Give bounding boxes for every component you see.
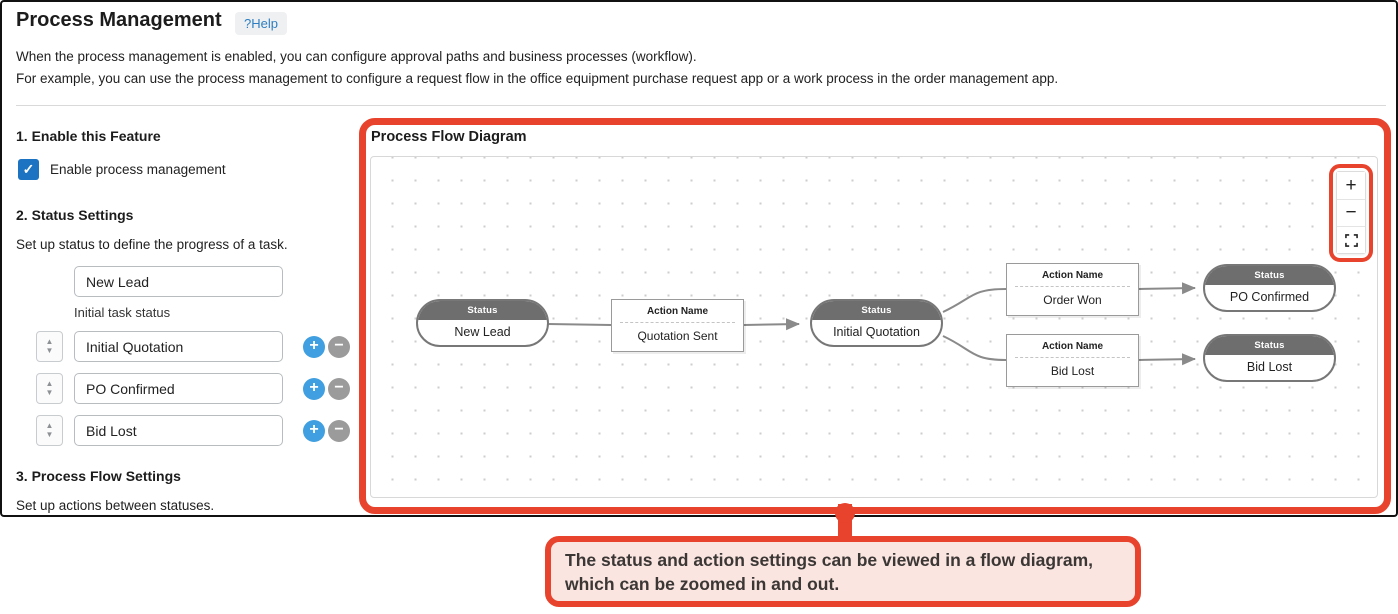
action-node-quotation-sent[interactable] bbox=[611, 299, 744, 352]
action-node-label: Bid Lost bbox=[1050, 364, 1095, 378]
status-node-label: New Lead bbox=[454, 325, 511, 339]
action-node-bid-lost[interactable] bbox=[1006, 334, 1139, 387]
up-arrow-icon: ▲ bbox=[45, 337, 54, 346]
fit-to-screen-icon bbox=[1345, 234, 1358, 247]
add-status-button[interactable]: + bbox=[303, 378, 325, 400]
up-arrow-icon: ▲ bbox=[45, 421, 54, 430]
process-flow-settings-heading: 3. Process Flow Settings bbox=[16, 468, 181, 484]
initial-task-status-note: Initial task status bbox=[74, 305, 171, 320]
help-link[interactable]: ?Help bbox=[235, 12, 287, 35]
status-settings-heading: 2. Status Settings bbox=[16, 207, 134, 223]
remove-status-button[interactable]: − bbox=[328, 378, 350, 400]
zoom-out-button[interactable]: − bbox=[1337, 199, 1365, 226]
add-status-button[interactable]: + bbox=[303, 336, 325, 358]
enable-feature-heading: 1. Enable this Feature bbox=[16, 128, 161, 144]
status-node-label: Bid Lost bbox=[1246, 360, 1293, 374]
status-node-header: Status bbox=[1205, 266, 1334, 285]
status-settings-subheading: Set up status to define the progress of a task. bbox=[16, 237, 288, 252]
annotation-connector-dot bbox=[835, 503, 855, 523]
page-title: Process Management bbox=[16, 9, 222, 31]
fit-to-screen-button[interactable] bbox=[1337, 226, 1365, 253]
zoom-in-button[interactable]: + bbox=[1337, 172, 1365, 199]
down-arrow-icon: ▼ bbox=[45, 388, 54, 397]
status-node-initial-quotation[interactable] bbox=[810, 299, 943, 347]
add-status-button[interactable]: + bbox=[303, 420, 325, 442]
status-node-new-lead[interactable] bbox=[416, 299, 549, 347]
status-node-header: Status bbox=[812, 301, 941, 320]
flow-diagram-title: Process Flow Diagram bbox=[371, 129, 527, 145]
enable-process-checkbox[interactable]: ✓ bbox=[18, 159, 39, 180]
status-input-bid-lost[interactable] bbox=[74, 415, 283, 446]
status-node-header: Status bbox=[1205, 336, 1334, 355]
status-input-po-confirmed[interactable] bbox=[74, 373, 283, 404]
description-line-1: When the process management is enabled, you can configure approval paths and business processes (workflow). bbox=[16, 49, 697, 64]
zoom-controls bbox=[1336, 171, 1366, 254]
description-line-2: For example, you can use the process management to configure a request flow in the office equipment purchase request app or a work process in the order management app. bbox=[16, 71, 1059, 86]
status-node-label: PO Confirmed bbox=[1229, 290, 1310, 304]
action-node-order-won[interactable] bbox=[1006, 263, 1139, 316]
flow-diagram-canvas[interactable] bbox=[370, 156, 1378, 498]
remove-status-button[interactable]: − bbox=[328, 336, 350, 358]
status-input-initial-quotation[interactable] bbox=[74, 331, 283, 362]
reorder-stepper[interactable] bbox=[36, 331, 63, 362]
process-flow-settings-subheading: Set up actions between statuses. bbox=[16, 498, 215, 513]
reorder-stepper[interactable] bbox=[36, 373, 63, 404]
status-node-po-confirmed[interactable] bbox=[1203, 264, 1336, 312]
up-arrow-icon: ▲ bbox=[45, 379, 54, 388]
callout-line-2: which can be zoomed in and out. bbox=[565, 573, 840, 594]
zoom-controls-highlight bbox=[1329, 164, 1373, 262]
action-node-label: Quotation Sent bbox=[637, 329, 718, 343]
callout-line-1: The status and action settings can be viewed in a flow diagram, bbox=[565, 550, 1094, 570]
process-flow-diagram-panel bbox=[359, 118, 1391, 514]
reorder-stepper[interactable] bbox=[36, 415, 63, 446]
enable-process-label: Enable process management bbox=[50, 162, 226, 177]
status-input-new-lead[interactable] bbox=[74, 266, 283, 297]
action-node-header: Action Name bbox=[1041, 341, 1104, 352]
annotation-callout bbox=[545, 536, 1141, 607]
action-node-header: Action Name bbox=[1041, 270, 1104, 281]
status-node-header: Status bbox=[418, 301, 547, 320]
header-divider bbox=[16, 105, 1386, 106]
down-arrow-icon: ▼ bbox=[45, 346, 54, 355]
down-arrow-icon: ▼ bbox=[45, 430, 54, 439]
remove-status-button[interactable]: − bbox=[328, 420, 350, 442]
action-node-header: Action Name bbox=[646, 306, 709, 317]
status-node-bid-lost[interactable] bbox=[1203, 334, 1336, 382]
status-node-label: Initial Quotation bbox=[833, 325, 920, 339]
action-node-label: Order Won bbox=[1043, 293, 1102, 307]
